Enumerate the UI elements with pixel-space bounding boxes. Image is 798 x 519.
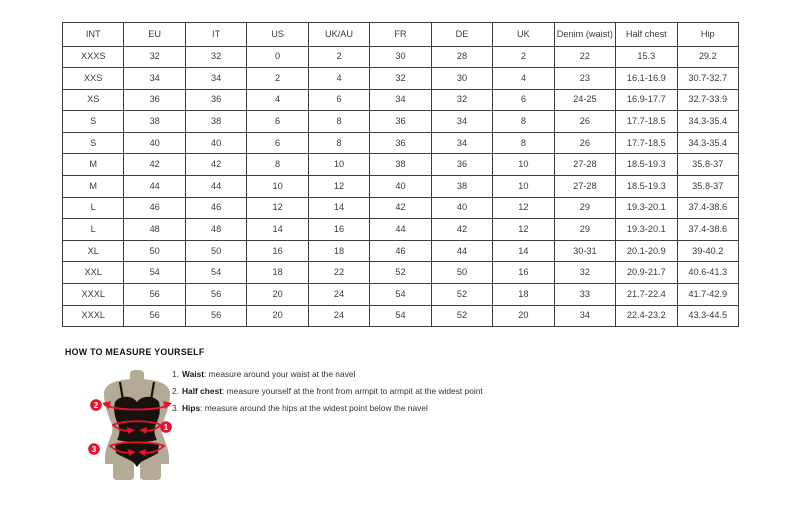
table-cell: 40 (185, 132, 246, 154)
table-cell: 14 (493, 240, 554, 262)
table-cell: 2 (308, 46, 369, 68)
table-cell: 12 (308, 176, 369, 198)
table-cell: 0 (247, 46, 308, 68)
table-cell: 30 (431, 68, 492, 90)
table-cell: 6 (247, 132, 308, 154)
table-cell: L (63, 197, 124, 219)
table-cell: 36 (431, 154, 492, 176)
size-chart-table (62, 22, 739, 327)
table-cell: 24 (308, 284, 369, 306)
table-cell: XL (63, 240, 124, 262)
table-cell: 35.8-37 (677, 154, 738, 176)
table-cell: 18.5-19.3 (616, 176, 677, 198)
table-cell: 4 (308, 68, 369, 90)
table-cell: 2 (493, 46, 554, 68)
table-cell: 32 (124, 46, 185, 68)
table-cell: 44 (185, 176, 246, 198)
table-cell: 18 (247, 262, 308, 284)
instruction-number: 3. (172, 403, 179, 413)
table-cell: 38 (185, 111, 246, 133)
table-cell: 10 (308, 154, 369, 176)
table-cell: 20 (247, 284, 308, 306)
table-cell: 42 (431, 219, 492, 241)
table-cell: 46 (370, 240, 431, 262)
table-cell: 27-28 (554, 154, 615, 176)
table-cell: 16.9-17.7 (616, 89, 677, 111)
camisole-top (114, 397, 160, 443)
table-cell: 10 (493, 154, 554, 176)
table-cell: 29.2 (677, 46, 738, 68)
table-cell: 18 (493, 284, 554, 306)
table-cell: 38 (431, 176, 492, 198)
table-cell: 26 (554, 111, 615, 133)
table-cell: 29 (554, 219, 615, 241)
table-cell: 18 (308, 240, 369, 262)
table-cell: 2 (247, 68, 308, 90)
table-row (63, 46, 739, 68)
table-cell: 4 (493, 68, 554, 90)
table-cell: 19.3-20.1 (616, 197, 677, 219)
table-cell: 8 (493, 111, 554, 133)
table-cell: 43.3-44.5 (677, 305, 738, 327)
table-cell: 6 (493, 89, 554, 111)
table-cell: 18.5-19.3 (616, 154, 677, 176)
table-cell: 34 (124, 68, 185, 90)
table-cell: 16 (493, 262, 554, 284)
table-cell: 20 (247, 305, 308, 327)
column-header: IT (185, 23, 246, 47)
table-cell: 4 (247, 89, 308, 111)
table-cell: 16 (308, 219, 369, 241)
table-cell: M (63, 176, 124, 198)
table-cell: 36 (185, 89, 246, 111)
measurement-instruction (172, 383, 483, 400)
table-cell: 14 (247, 219, 308, 241)
table-row (63, 176, 739, 198)
table-row (63, 240, 739, 262)
column-header: INT (63, 23, 124, 47)
table-cell: 34 (185, 68, 246, 90)
instruction-text: : measure around your waist at the navel (204, 369, 356, 379)
table-cell: 37.4-38.6 (677, 197, 738, 219)
column-header: Hip (677, 23, 738, 47)
table-cell: 17.7-18.5 (616, 132, 677, 154)
table-cell: 54 (370, 284, 431, 306)
waist-badge-number: 1 (163, 423, 169, 432)
table-cell: 32 (370, 68, 431, 90)
instruction-label: Half chest (182, 386, 223, 396)
table-cell: 32 (185, 46, 246, 68)
table-cell: XXS (63, 68, 124, 90)
table-cell: 20.9-21.7 (616, 262, 677, 284)
table-cell: 12 (493, 219, 554, 241)
column-header: Half chest (616, 23, 677, 47)
table-cell: 34 (554, 305, 615, 327)
table-cell: 15.3 (616, 46, 677, 68)
table-cell: 56 (185, 284, 246, 306)
table-cell: 10 (493, 176, 554, 198)
table-cell: 30 (370, 46, 431, 68)
table-cell: 54 (370, 305, 431, 327)
table-cell: 52 (431, 284, 492, 306)
column-header: US (247, 23, 308, 47)
table-cell: 22 (554, 46, 615, 68)
table-cell: 56 (124, 284, 185, 306)
table-cell: 34 (431, 111, 492, 133)
table-cell: 42 (124, 154, 185, 176)
table-cell: 32 (554, 262, 615, 284)
table-cell: 8 (308, 111, 369, 133)
table-cell: XXXL (63, 284, 124, 306)
table-cell: 44 (431, 240, 492, 262)
measurement-instruction (172, 400, 483, 417)
table-cell: 44 (124, 176, 185, 198)
table-cell: 39-40.2 (677, 240, 738, 262)
table-cell: 50 (431, 262, 492, 284)
table-cell: S (63, 111, 124, 133)
table-cell: 36 (124, 89, 185, 111)
table-cell: 6 (247, 111, 308, 133)
table-cell: 50 (124, 240, 185, 262)
section-heading: HOW TO MEASURE YOURSELF (65, 347, 205, 357)
table-cell: 8 (308, 132, 369, 154)
table-cell: 46 (185, 197, 246, 219)
table-cell: 12 (247, 197, 308, 219)
table-cell: 40 (431, 197, 492, 219)
table-cell: 38 (370, 154, 431, 176)
table-cell: XXXL (63, 305, 124, 327)
table-cell: 35.8-37 (677, 176, 738, 198)
table-cell: 6 (308, 89, 369, 111)
table-cell: 20.1-20.9 (616, 240, 677, 262)
table-cell: 34 (431, 132, 492, 154)
table-cell: XXL (63, 262, 124, 284)
table-cell: 36 (370, 132, 431, 154)
table-row (63, 197, 739, 219)
table-cell: 33 (554, 284, 615, 306)
table-cell: 52 (431, 305, 492, 327)
hips-badge-number: 3 (91, 445, 97, 454)
table-cell: 17.7-18.5 (616, 111, 677, 133)
table-cell: 12 (493, 197, 554, 219)
instruction-label: Hips (182, 403, 201, 413)
table-cell: 48 (124, 219, 185, 241)
table-cell: 20 (493, 305, 554, 327)
table-cell: 19.3-20.1 (616, 219, 677, 241)
table-cell: 44 (370, 219, 431, 241)
column-header: UK/AU (308, 23, 369, 47)
table-cell: 40 (370, 176, 431, 198)
table-cell: 56 (124, 305, 185, 327)
table-cell: 50 (185, 240, 246, 262)
table-row (63, 132, 739, 154)
table-cell: 24 (308, 305, 369, 327)
table-cell: 16 (247, 240, 308, 262)
table-row (63, 89, 739, 111)
table-cell: L (63, 219, 124, 241)
table-cell: 40 (124, 132, 185, 154)
table-row (63, 68, 739, 90)
instruction-number: 2. (172, 386, 179, 396)
instruction-number: 1. (172, 369, 179, 379)
table-row (63, 154, 739, 176)
table-cell: 36 (370, 111, 431, 133)
table-cell: S (63, 132, 124, 154)
column-header: EU (124, 23, 185, 47)
table-cell: 41.7-42.9 (677, 284, 738, 306)
table-cell: 10 (247, 176, 308, 198)
table-cell: 29 (554, 197, 615, 219)
table-cell: 27-28 (554, 176, 615, 198)
table-cell: 46 (124, 197, 185, 219)
table-cell: 30.7-32.7 (677, 68, 738, 90)
measurement-instructions (172, 366, 483, 417)
table-cell: 22 (308, 262, 369, 284)
table-cell: 22.4-23.2 (616, 305, 677, 327)
table-cell: 32 (431, 89, 492, 111)
table-row (63, 219, 739, 241)
column-header: UK (493, 23, 554, 47)
table-cell: 34.3-35.4 (677, 132, 738, 154)
table-cell: 24-25 (554, 89, 615, 111)
table-cell: 42 (370, 197, 431, 219)
instruction-text: : measure around the hips at the widest point below the navel (200, 403, 428, 413)
table-cell: 8 (493, 132, 554, 154)
table-cell: 40.6-41.3 (677, 262, 738, 284)
column-header: DE (431, 23, 492, 47)
table-row (63, 284, 739, 306)
table-cell: 16.1-16.9 (616, 68, 677, 90)
table-cell: XS (63, 89, 124, 111)
table-cell: 34 (370, 89, 431, 111)
table-cell: 30-31 (554, 240, 615, 262)
table-cell: XXXS (63, 46, 124, 68)
table-cell: 42 (185, 154, 246, 176)
table-row (63, 305, 739, 327)
table-cell: 54 (185, 262, 246, 284)
table-cell: 38 (124, 111, 185, 133)
table-cell: 54 (124, 262, 185, 284)
table-cell: 8 (247, 154, 308, 176)
table-cell: 23 (554, 68, 615, 90)
table-cell: 37.4-38.6 (677, 219, 738, 241)
table-cell: 48 (185, 219, 246, 241)
table-cell: 52 (370, 262, 431, 284)
table-cell: 56 (185, 305, 246, 327)
table-cell: 28 (431, 46, 492, 68)
table-cell: M (63, 154, 124, 176)
table-cell: 14 (308, 197, 369, 219)
table-row (63, 262, 739, 284)
table-cell: 32.7-33.9 (677, 89, 738, 111)
table-header-row (63, 23, 739, 47)
measurement-instruction (172, 366, 483, 383)
table-cell: 21.7-22.4 (616, 284, 677, 306)
table-row (63, 111, 739, 133)
instruction-label: Waist (182, 369, 205, 379)
column-header: FR (370, 23, 431, 47)
table-cell: 26 (554, 132, 615, 154)
instruction-text: : measure yourself at the front from armpit to armpit at the widest point (222, 386, 483, 396)
chest-badge-number: 2 (93, 401, 99, 410)
table-cell: 34.3-35.4 (677, 111, 738, 133)
column-header: Denim (waist) (554, 23, 615, 47)
